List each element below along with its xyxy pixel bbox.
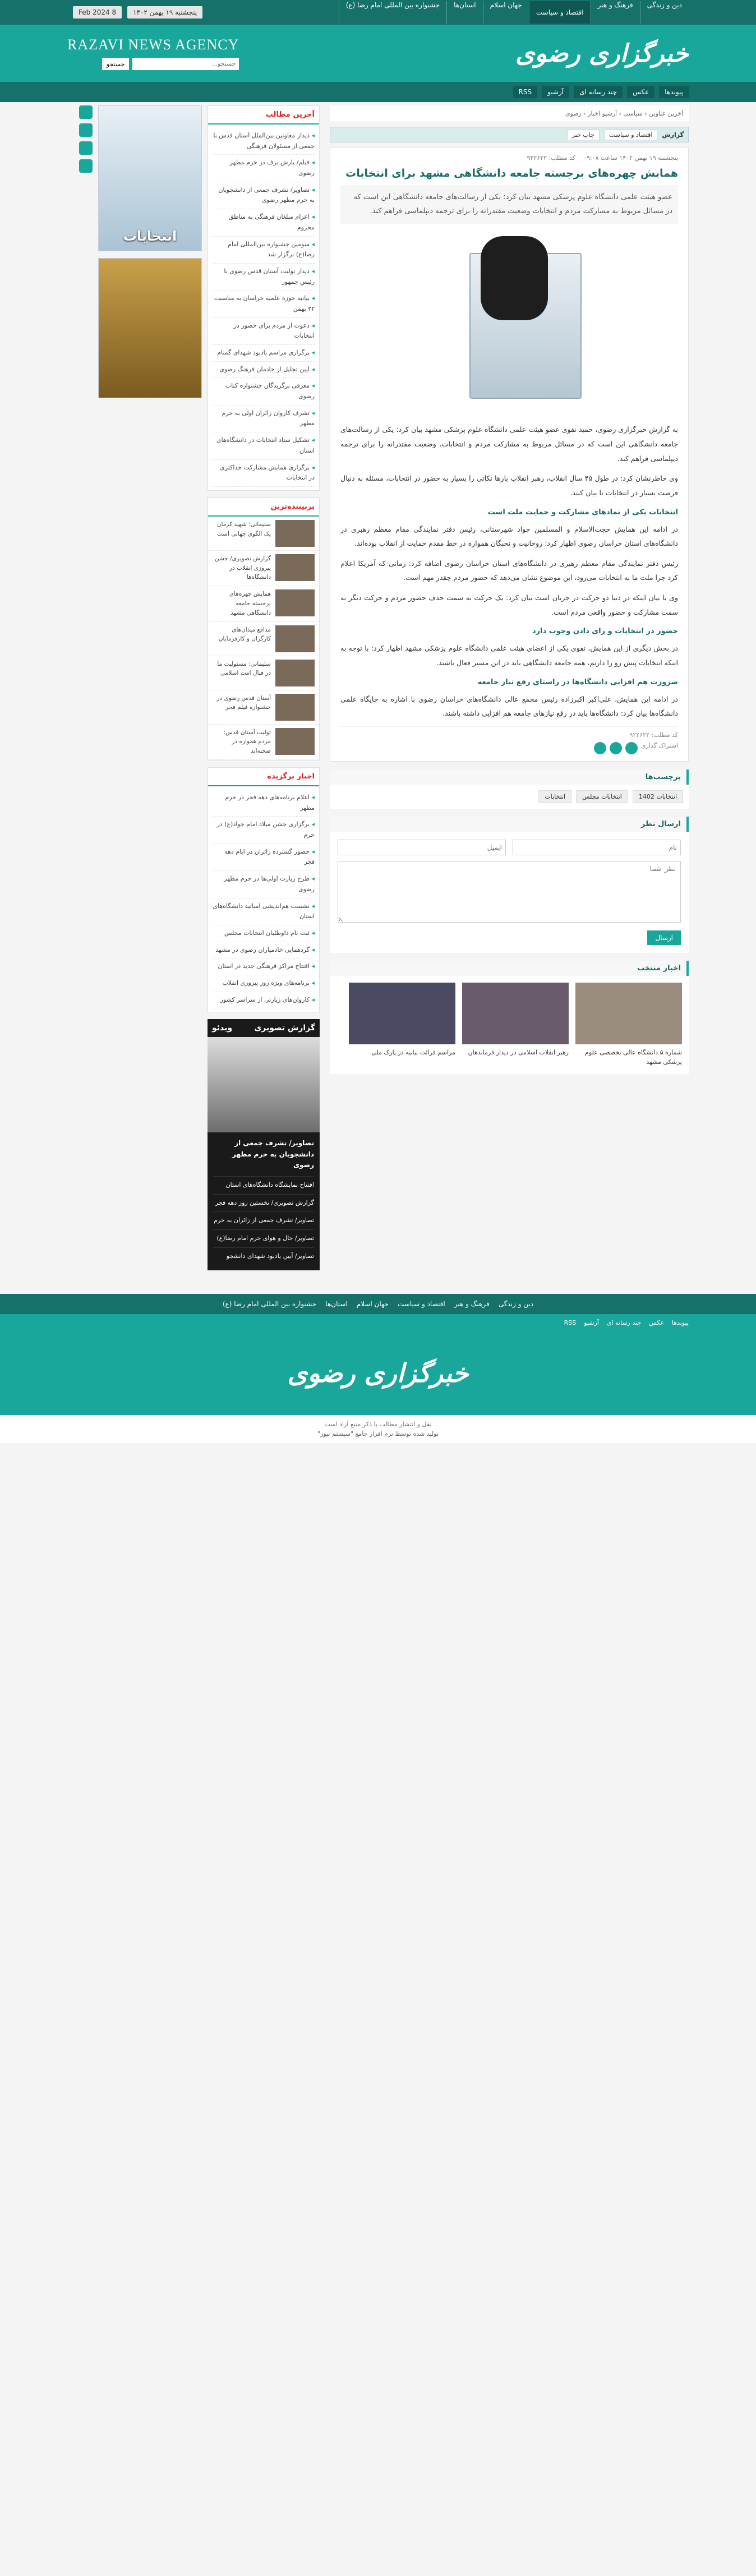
latest-item[interactable]: ◂ اعزام مبلغان فرهنگی به مناطق محروم <box>213 209 315 236</box>
footer <box>0 1294 756 1443</box>
share-icon[interactable] <box>594 742 606 754</box>
selected-item[interactable]: ◂ حضور گسترده زائران در ایام دهه فجر <box>213 844 315 871</box>
photo-list-item[interactable]: تصاویر/ تشرف جمعی از زائران به حرم <box>213 1211 314 1229</box>
sub-nav <box>0 82 756 102</box>
latest-item[interactable]: ◂ تشرف کاروان زائران اولی به حرم مطهر <box>213 405 315 432</box>
latest-item[interactable]: ◂ تصاویر/ تشرف جمعی از دانشجویان به حرم مطهر رضوی <box>213 182 315 209</box>
comment-form <box>330 832 689 953</box>
article-date: پنجشنبه ۱۹ بهمن ۱۴۰۲ ساعت ۰۹:۰۸ <box>583 154 678 162</box>
popular-text: مدافع میدان‌های کارگران و کارفرمایان <box>218 626 271 643</box>
recent-card[interactable]: مراسم قرائت بیانیه در پارک ملی <box>349 983 455 1067</box>
popular-item[interactable] <box>208 690 319 725</box>
article-lead: عضو هیئت علمی دانشگاه علوم پزشکی مشهد بیان کرد: یکی از رسالت‌های جامعه دانشگاهی این است که در مسائل مربوط به مشارکت مردم و انتخابات وضعیت مقتدرانه را برای ترجمه دیپلماسی فراهم کند. <box>340 185 678 224</box>
sub-nav-item[interactable]: عکس <box>627 86 654 98</box>
latest-item[interactable]: ◂ بیانیه حوزه علمیه خراسان به مناسبت ۲۲ بهمن <box>213 291 315 317</box>
popular-thumb <box>275 660 315 686</box>
popular-thumb <box>275 728 315 755</box>
paragraph: در ادامه این همایش حجت‌الاسلام و المسلمین جواد شهرستانی، رئیس دفتر نمایندگی مقام معظم رهبری در دانشگاه‌های استان خراسان رضوی اظهار کرد: روحانیت و نخبگان همواره در خط مقدم حمایت از انقلاب بوده‌اند. <box>340 524 678 548</box>
footer-nav-item[interactable]: جشنواره بین المللی امام رضا (ع) <box>222 1300 317 1308</box>
comment-name-input[interactable] <box>513 840 681 855</box>
selected-item[interactable]: ◂ نشست هم‌اندیشی اساتید دانشگاه‌های استان <box>213 898 315 925</box>
sub-nav-item[interactable]: آرشیو <box>542 86 569 98</box>
article-body <box>340 422 678 720</box>
popular-item[interactable] <box>208 622 319 656</box>
tag-item[interactable]: انتخابات مجلس <box>576 790 628 803</box>
photo-caption[interactable]: تصاویر/ تشرف جمعی از دانشجویان به حرم مطهر رضوی <box>232 1139 314 1169</box>
photo-list-item[interactable]: تصاویر/ حال و هوای حرم امام رضا(ع) <box>213 1229 314 1247</box>
photo-box <box>208 1019 320 1270</box>
sidebar <box>67 105 320 1277</box>
latest-item[interactable]: ◂ تشکیل ستاد انتخابات در دانشگاه‌های استان <box>213 432 315 459</box>
social-bar <box>76 105 93 1277</box>
election-banner[interactable] <box>98 105 202 251</box>
twitter-icon[interactable] <box>79 159 93 173</box>
selected-item[interactable]: ◂ برگزاری جشن میلاد امام جواد(ع) در حرم <box>213 817 315 844</box>
popular-thumb <box>275 589 315 616</box>
footer-nav-item[interactable]: دین و زندگی <box>498 1300 534 1308</box>
latest-item[interactable]: ◂ آیین تجلیل از خادمان فرهنگ رضوی <box>213 362 315 379</box>
latest-item[interactable]: ◂ دیدار معاونین بین‌الملل آستان قدس با جمعی از مسئولان فرهنگی <box>213 128 315 155</box>
footer-nav-item[interactable]: فرهنگ و هنر <box>454 1300 490 1308</box>
copyright: نقل و انتشار مطالب با ذکر منبع آزاد است <box>324 1421 432 1428</box>
popular-item[interactable] <box>208 656 319 690</box>
popular-item[interactable] <box>208 517 319 551</box>
comment-submit-button[interactable]: ارسال <box>647 930 681 945</box>
tags-bar-title: گزارش <box>662 131 684 139</box>
latest-item[interactable]: ◂ فیلم/ بارش برف در حرم مطهر رضوی <box>213 155 315 182</box>
footer-nav2-item[interactable]: چند رسانه ای <box>606 1319 642 1326</box>
paragraph: وی با بیان اینکه در دنیا دو حرکت در جریان است بیان کرد: یک حرکت به سمت حذف حضور مردم و حرکت دیگر به سمت مشارکت و حضور واقعی مردم است. <box>340 593 678 616</box>
selected-item[interactable]: ◂ گردهمایی خادمیاران رضوی در مشهد <box>213 942 315 959</box>
popular-text: گزارش تصویری/ جشن پیروزی انقلاب در دانشگاه‌ها <box>214 555 271 581</box>
latest-box <box>208 105 320 491</box>
paragraph: وی خاطرنشان کرد: در طول ۴۵ سال انقلاب، رهبر انقلاب بارها نکاتی را بسیار به حضور در انتخابات، مسئله به دنبال فرصت بسیار در انتخابات تا بیان کنند. <box>340 474 678 497</box>
latest-item[interactable]: ◂ دیدار تولیت آستان قدس رضوی با رئیس جمهور <box>213 264 315 291</box>
footer-logo[interactable]: خبرگزاری رضوی <box>287 1358 469 1389</box>
share-icon[interactable] <box>625 742 638 754</box>
main-content <box>330 105 689 1277</box>
recent-card[interactable]: شماره ۵ دانشگاه عالی تخصصی علوم پزشکی مشهد <box>575 983 682 1067</box>
footer-nav-item[interactable]: جهان اسلام <box>356 1300 389 1308</box>
photo-image[interactable] <box>208 1037 320 1132</box>
tag-item[interactable]: انتخابات 1402 <box>633 790 683 803</box>
latest-item[interactable]: ◂ سومین جشنواره بین‌المللی امام رضا(ع) برگزار شد <box>213 237 315 264</box>
breadcrumb[interactable]: آخرین عناوین › سیاسی › آرشیو اخبار › رضوی <box>330 105 689 122</box>
latest-item[interactable]: ◂ دعوت از مردم برای حضور در انتخابات <box>213 318 315 345</box>
footer-nav2-item[interactable]: RSS <box>564 1319 577 1326</box>
popular-text: آستان قدس رضوی در جشنواره فیلم فجر <box>216 694 271 711</box>
top-nav-item[interactable]: اقتصاد و سیاست <box>529 1 591 24</box>
recent-card[interactable]: رهبر انقلاب اسلامی در دیدار فرماندهان <box>462 983 569 1067</box>
tagsbar-item[interactable]: اقتصاد و سیاست <box>604 130 658 140</box>
selected-item[interactable]: ◂ طرح زیارت اولی‌ها در حرم مطهر رضوی <box>213 871 315 898</box>
subheading: انتخابات یکی از نمادهای مشارکت و حمایت ملت است <box>487 508 678 517</box>
popular-text: همایش چهره‌های برجسته جامعه دانشگاهی مشهد <box>229 591 271 616</box>
top-nav-item[interactable]: جهان اسلام <box>483 1 529 24</box>
share-label: اشتراک گذاری <box>640 741 678 749</box>
selected-item[interactable]: ◂ افتتاح مراکز فرهنگی جدید در استان <box>213 958 315 975</box>
search-button[interactable]: جستجو <box>102 58 130 70</box>
paragraph: در بخش دیگری از این همایش، نقوی یکی از اعضای هیئت علمی دانشگاه علوم پزشکی مشهد اظهار کرد: با توجه به اینکه انتخابات پیش رو را داریم، همه جامعه دانشگاهی باید در این مسیر فعال باشند. <box>340 644 678 667</box>
footer-nav2-item[interactable]: آرشیو <box>584 1319 599 1326</box>
selected-item[interactable]: ◂ اعلام برنامه‌های دهه فجر در حرم مطهر <box>213 790 315 817</box>
popular-text: تولیت آستان قدس: مردم همواره در صحنه‌اند <box>223 729 271 755</box>
sub-nav-item[interactable]: چند رسانه ای <box>574 86 623 98</box>
popular-item[interactable] <box>208 586 319 621</box>
selected-item[interactable]: ◂ کاروان‌های زیارتی از سراسر کشور <box>213 992 315 1009</box>
telegram-icon[interactable] <box>79 141 93 155</box>
sub-nav-item[interactable]: RSS <box>513 86 538 98</box>
latest-title: آخرین مطالب <box>208 106 319 125</box>
tags-list <box>330 785 689 809</box>
top-nav-item[interactable]: دین و زندگی <box>640 1 689 24</box>
popular-thumb <box>275 625 315 652</box>
sub-nav-item[interactable]: پیوندها <box>659 86 689 98</box>
comment-email-input[interactable] <box>338 840 506 855</box>
print-button[interactable]: چاپ خبر <box>567 130 600 140</box>
paragraph: به گزارش خبرگزاری رضوی، حمید نقوی عضو هیئت علمی دانشگاه علوم پزشکی مشهد بیان کرد: یکی از رسالت‌های جامعه دانشگاهی این است که در مسائل مربوط به مشارکت مردم و انتخابات، وضعیت مقتدرانه را برای ترجمه دیپلماسی فراهم کند. <box>340 425 678 463</box>
selected-title: اخبار برگزیده <box>208 768 319 786</box>
shrine-banner[interactable] <box>98 258 202 398</box>
latest-item[interactable]: ◂ برگزاری مراسم یادبود شهدای گمنام <box>213 345 315 362</box>
video-title[interactable]: ویدئو <box>212 1024 233 1033</box>
header <box>0 25 756 82</box>
footer-nav2-item[interactable]: پیوندها <box>671 1319 689 1326</box>
footer-nav2-item[interactable]: عکس <box>649 1319 664 1326</box>
tags-bar <box>330 127 689 142</box>
latest-item[interactable]: ◂ برگزاری همایش مشارکت حداکثری در انتخابات <box>213 460 315 487</box>
top-nav-item[interactable]: جشنواره بین المللی امام رضا (ع) <box>339 1 446 24</box>
date-fa: پنجشنبه ۱۹ بهمن ۱۴۰۲ <box>127 6 202 19</box>
tags-title: برچسب‌ها <box>330 769 689 785</box>
article-code-footer: کد مطلب: ۹۲۲۶۲۲ <box>629 731 678 739</box>
selected-item[interactable]: ◂ برنامه‌های ویژه روز پیروزی انقلاب <box>213 975 315 992</box>
popular-item[interactable] <box>208 725 319 760</box>
subheading: حضور در انتخابات و رای دادن وجوب دارد <box>532 627 678 636</box>
footer-nav-item[interactable]: اقتصاد و سیاست <box>397 1300 445 1308</box>
comment-title: ارسال نظر <box>330 817 689 832</box>
popular-text: سلیمانی: مسئولیت ما در قبال امت اسلامی <box>217 660 271 677</box>
aparat-icon[interactable] <box>79 105 93 119</box>
popular-thumb <box>275 520 315 547</box>
selected-box <box>208 767 320 1012</box>
instagram-icon[interactable] <box>79 123 93 137</box>
photo-title[interactable]: گزارش تصویری <box>254 1024 315 1033</box>
date-en: 8 Feb 2024 <box>73 6 122 19</box>
paragraph: رئیس دفتر نمایندگی مقام معظم رهبری در دانشگاه‌های استان خراسان رضوی اضافه کرد: زمانی که آمریکا اعلام کرد چرا ملت ما به انتخابات می‌رود، این موضوع نشان می‌دهد که حضور مردم چقدر مهم است. <box>340 559 678 582</box>
ad-title: انتخابات <box>123 228 177 244</box>
popular-thumb <box>275 694 315 721</box>
top-nav-item[interactable]: استان‌ها <box>446 1 482 24</box>
comment-text-input[interactable] <box>338 861 681 923</box>
recent-list <box>330 976 689 1074</box>
logo-en[interactable]: RAZAVI NEWS AGENCY <box>67 36 239 53</box>
paragraph: در ادامه این همایش، علی‌اکبر اکبرزاده رئیس مجمع عالی دانشگاه‌های خراسان رضوی با اشاره به جایگاه علمی دانشگاه‌ها بیان کرد: دانشگاه‌ها باید در رفع نیازهای جامعه هم افزایی داشته باشند. <box>340 694 678 718</box>
photo-list-item[interactable]: گزارش تصویری/ نخستین روز دهه فجر <box>213 1194 314 1212</box>
latest-item[interactable]: ◂ معرفی برگزیدگان جشنواره کتاب رضوی <box>213 378 315 405</box>
top-nav <box>339 1 689 24</box>
search-input[interactable] <box>132 58 239 70</box>
article <box>330 147 689 762</box>
popular-text: سلیمانی: شهید کرمان یک الگوی جهانی است <box>216 520 271 537</box>
popular-item[interactable] <box>208 551 319 586</box>
recent-title: اخبار منتخب <box>330 961 689 976</box>
photo-list-item[interactable]: تصاویر/ آیین یادبود شهدای دانشجو <box>213 1247 314 1265</box>
footer-nav-item[interactable]: استان‌ها <box>325 1300 348 1308</box>
credits: تولید شده توسط نرم افزار جامع "سیستم نیوز" <box>317 1430 439 1438</box>
topbar <box>0 0 756 25</box>
top-nav-item[interactable]: فرهنگ و هنر <box>591 1 640 24</box>
article-image <box>340 231 678 416</box>
article-code: کد مطلب: ۹۲۲۶۲۲ <box>527 154 576 162</box>
logo-fa[interactable]: خبرگزاری رضوی <box>515 39 689 68</box>
tag-item[interactable]: انتخابات <box>538 790 571 803</box>
voter-hand <box>481 236 548 320</box>
popular-box <box>208 497 320 761</box>
article-title: همایش چهره‌های برجسته جامعه دانشگاهی مشهد برای انتخابات <box>345 167 678 179</box>
share-icon[interactable] <box>610 742 622 754</box>
subheading: ضرورت هم افزایی دانشگاه‌ها در راستای رفع نیاز جامعه <box>477 678 678 686</box>
selected-item[interactable]: ◂ ثبت نام داوطلبان انتخابات مجلس <box>213 925 315 942</box>
popular-thumb <box>275 554 315 581</box>
photo-list-item[interactable]: افتتاح نمایشگاه دانشگاه‌های استان <box>213 1176 314 1194</box>
popular-title: پربیننده‌ترین <box>208 498 319 517</box>
